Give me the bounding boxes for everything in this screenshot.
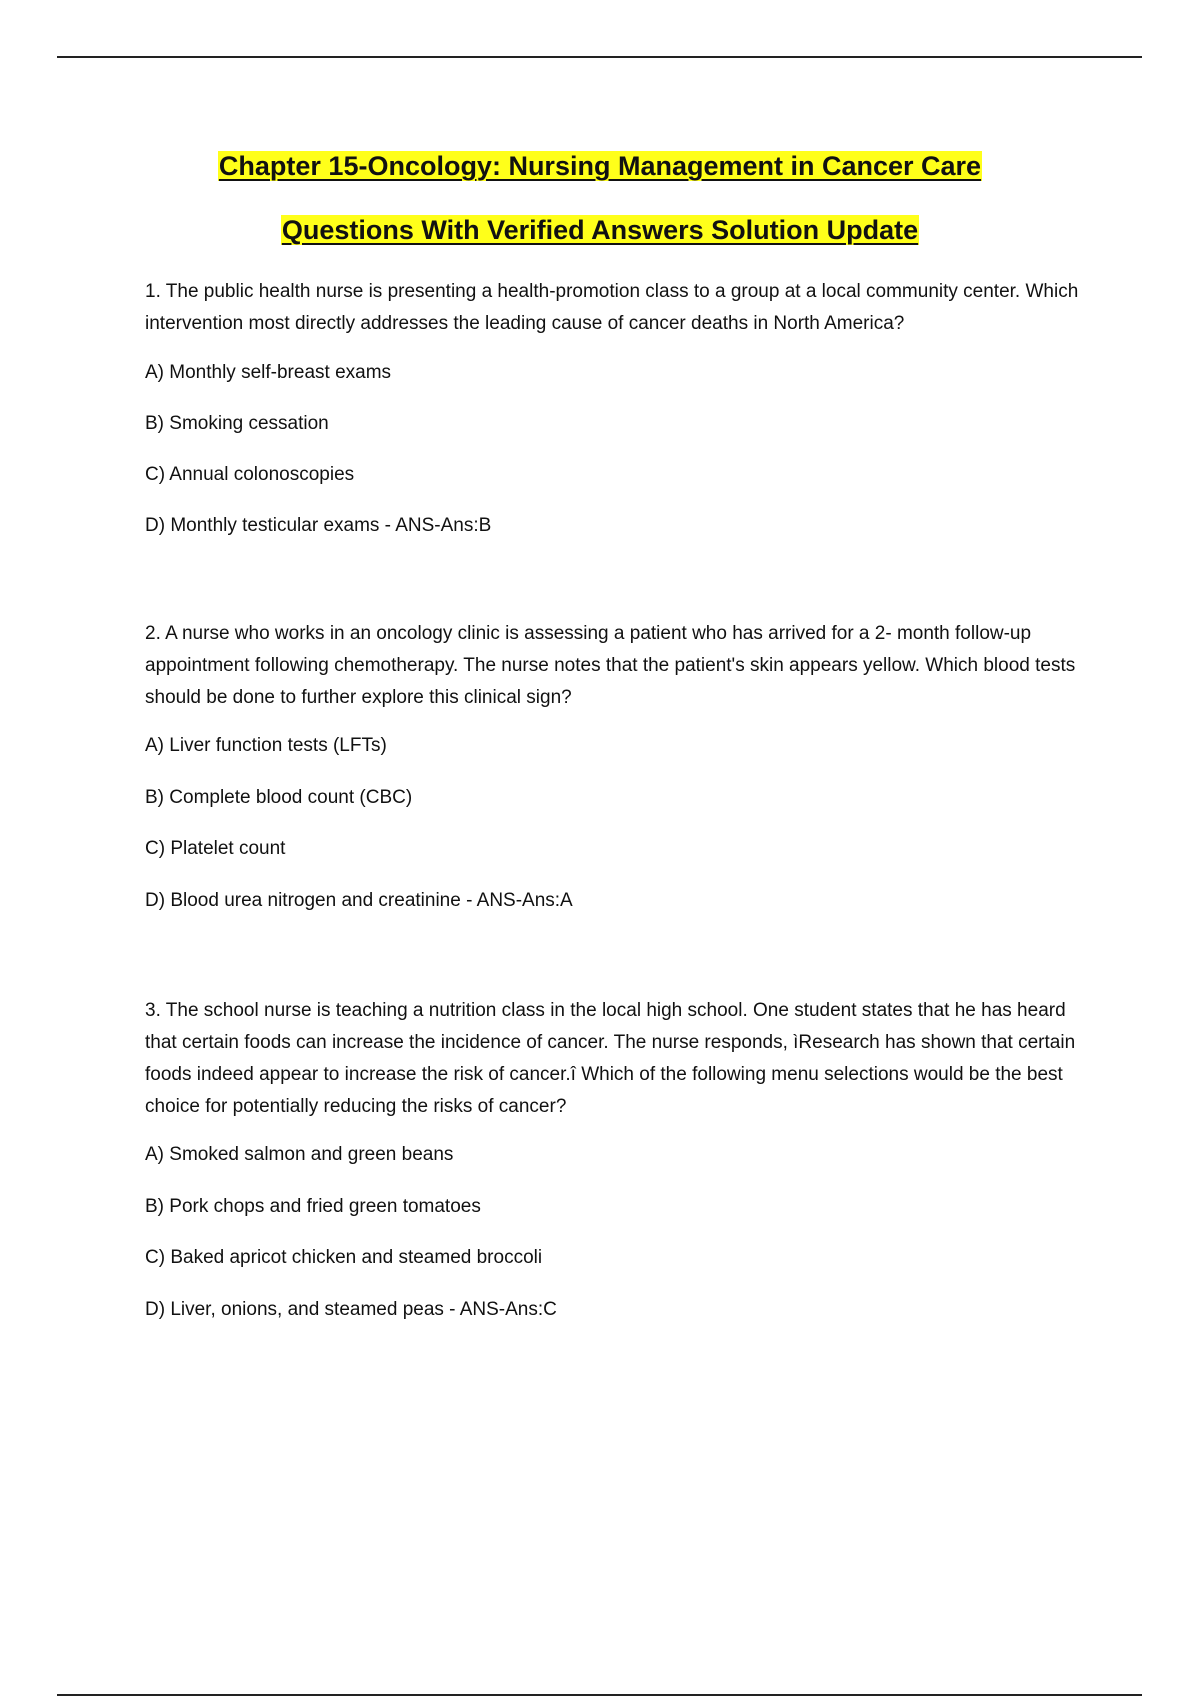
question-stem: 1. The public health nurse is presenting a health-promotion class to a group at a local community center. Which intervention most directly addresses the leading cause of cancer deaths in North America? (145, 281, 1079, 334)
question-3 (145, 995, 1095, 1322)
answer-option: C) Baked apricot chicken and steamed broccoli (145, 1247, 543, 1268)
answer-option: C) Platelet count (145, 838, 286, 859)
question-1 (145, 276, 1095, 538)
answer-option: B) Smoking cessation (145, 413, 329, 434)
title-text-2: Questions With Verified Answers Solution Update (281, 215, 919, 245)
answer-option: B) Complete blood count (CBC) (145, 787, 413, 808)
bottom-rule (57, 1694, 1142, 1696)
question-stem: 2. A nurse who works in an oncology clinic is assessing a patient who has arrived for a 2- month follow-up appointment following chemotherapy. The nurse notes that the patient's skin appears yellow. Which blood tests should be done to further explore this clinical sign? (145, 623, 1076, 708)
answer-option: A) Smoked salmon and green beans (145, 1144, 454, 1165)
document-title-line-1 (0, 148, 1200, 184)
top-rule (57, 56, 1142, 58)
answer-option: B) Pork chops and fried green tomatoes (145, 1196, 481, 1217)
title-text-1: Chapter 15-Oncology: Nursing Management in Cancer Care (218, 151, 982, 181)
document-title-line-2 (0, 212, 1200, 248)
answer-option: D) Monthly testicular exams - ANS-Ans:B (145, 515, 492, 536)
answer-option: C) Annual colonoscopies (145, 464, 355, 485)
question-stem: 3. The school nurse is teaching a nutrition class in the local high school. One student states that he has heard that certain foods can increase the incidence of cancer. The nurse responds, ìResearch has shown that certain foods indeed appear to increase the risk of cancer.î Which of the following menu selections would be the best choice for potentially reducing the risks of cancer? (145, 1000, 1076, 1117)
answer-option: D) Blood urea nitrogen and creatinine - ANS-Ans:A (145, 890, 573, 911)
question-2 (145, 618, 1095, 913)
question-list (145, 276, 1095, 1322)
answer-option: A) Liver function tests (LFTs) (145, 735, 387, 756)
answer-option: D) Liver, onions, and steamed peas - ANS-Ans:C (145, 1299, 557, 1320)
answer-option: A) Monthly self-breast exams (145, 362, 392, 383)
